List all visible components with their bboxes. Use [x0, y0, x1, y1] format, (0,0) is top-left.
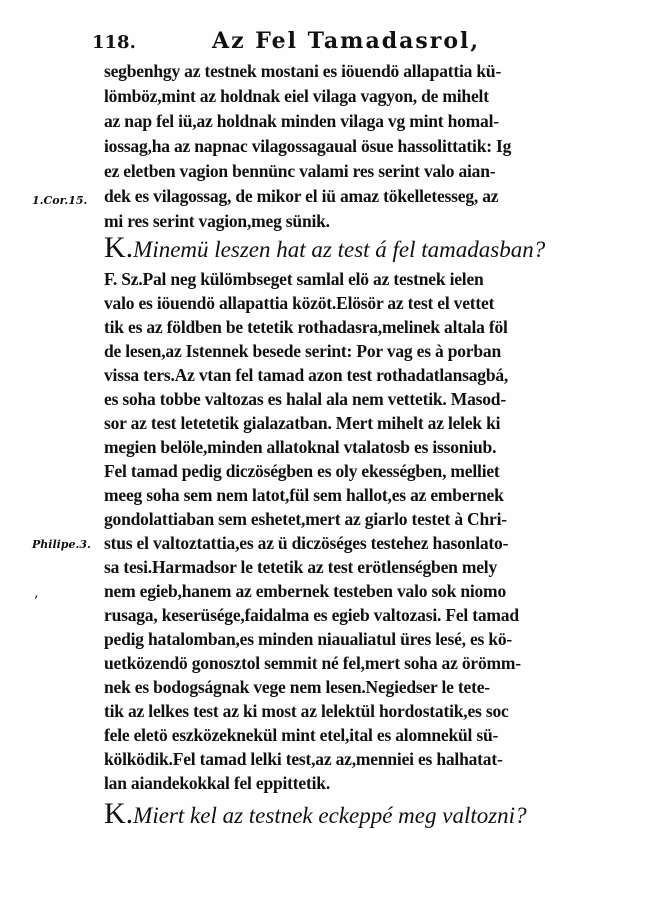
page-header: [92, 28, 612, 58]
margin-note: 1.Cor.15.: [32, 194, 88, 207]
text-line: tik es az földben be tetetik rothadasra,melinek altala föl: [104, 317, 508, 337]
text-line: nem egieb,hanem az embernek testeben valo sok niomo: [104, 581, 506, 601]
page-number: 118.: [92, 32, 136, 53]
text-line: tik az lelkes test az ki most az lelektül hordostatik,es soc: [104, 701, 509, 721]
margin-note: Philipe.3.: [32, 538, 91, 551]
text-line: fele eletö eszközeknekül mint etel,ital es alomnekül sü-: [104, 725, 499, 745]
text-line: Fel tamad pedig diczöségben es oly ekességben, melliet: [104, 461, 500, 481]
text-line: lömböz,mint az holdnak eiel vilaga vagyon, de mihelt: [104, 86, 489, 106]
text-line: stus el valtoztattia,es az ü diczöséges testehez hasonlato-: [104, 533, 509, 553]
text-line: az nap fel iü,az holdnak minden vilaga vg mint homal-: [104, 111, 499, 131]
question-heading: [104, 231, 546, 264]
text-line: sor az test letetetik gialazatban. Mert mihelt az lelek ki: [104, 413, 501, 433]
text-line: uetközendö gonosztol semmit né fel,mert soha az örömm-: [104, 653, 521, 673]
text-line: vissa ters.Az vtan fel tamad azon test rothadatlansagbá,: [104, 365, 509, 385]
text-line: segbenhgy az testnek mostani es iöuendö allapattia kü-: [104, 61, 502, 81]
text-line: mi res serint vagion,meg sünik.: [104, 211, 330, 231]
question-heading: [104, 797, 527, 830]
text-line: megien belöle,minden allatoknal vtalatosb es issoniub.: [104, 437, 497, 457]
question-text: Minemü leszen hat az test á fel tamadasban?: [133, 237, 546, 262]
question-marker: K.: [104, 231, 134, 264]
question-text: Miert kel az testnek eckeppé meg valtozni?: [133, 803, 527, 828]
text-line: gondolattiaban sem eshetet,mert az giarlo testet à Chri-: [104, 509, 507, 529]
text-line: de lesen,az Istennek besede serint: Por vag es à porban: [104, 341, 501, 361]
text-line: sa tesi.Harmadsor le tetetik az test erötlenségben mely: [104, 557, 498, 577]
text-line: F. Sz.Pal neg külömbseget samlal elö az testnek ielen: [104, 269, 484, 289]
text-line: dek es vilagossag, de mikor el iü amaz tökelletesseg, az: [104, 186, 499, 206]
text-line: nek es bodogságnak vege nem lesen.Negiedser le tete-: [104, 677, 490, 697]
running-title: Az Fel Tamadasrol,: [212, 28, 481, 54]
text-line: meeg soha sem nem latot,fül sem hallot,es az embernek: [104, 485, 504, 505]
text-line: pedig hatalomban,es minden niaualiatul üres lesé, es kö-: [104, 629, 513, 649]
margin-mark: ‚: [34, 585, 39, 601]
text-line: ez eletben vagion bennünc valami res serint valo aian-: [104, 161, 496, 181]
text-line: valo es iöuendö allapattia közöt.Elösör az test el vettet: [104, 293, 495, 313]
text-line: es soha tobbe valtozas es halal ala nem vettetik. Masod-: [104, 389, 506, 409]
text-line: rusaga, keserüsége,faidalma es egieb valtozasi. Fel tamad: [104, 605, 519, 625]
text-line: iossag,ha az napnac vilagossagaual ösue hassolittatik: Ig: [104, 136, 512, 156]
question-marker: K.: [104, 797, 134, 830]
text-line: kölködik.Fel tamad lelki test,az az,menniei es halhatat-: [104, 749, 503, 769]
text-line: lan aiandekokkal fel eppittetik.: [104, 773, 330, 793]
